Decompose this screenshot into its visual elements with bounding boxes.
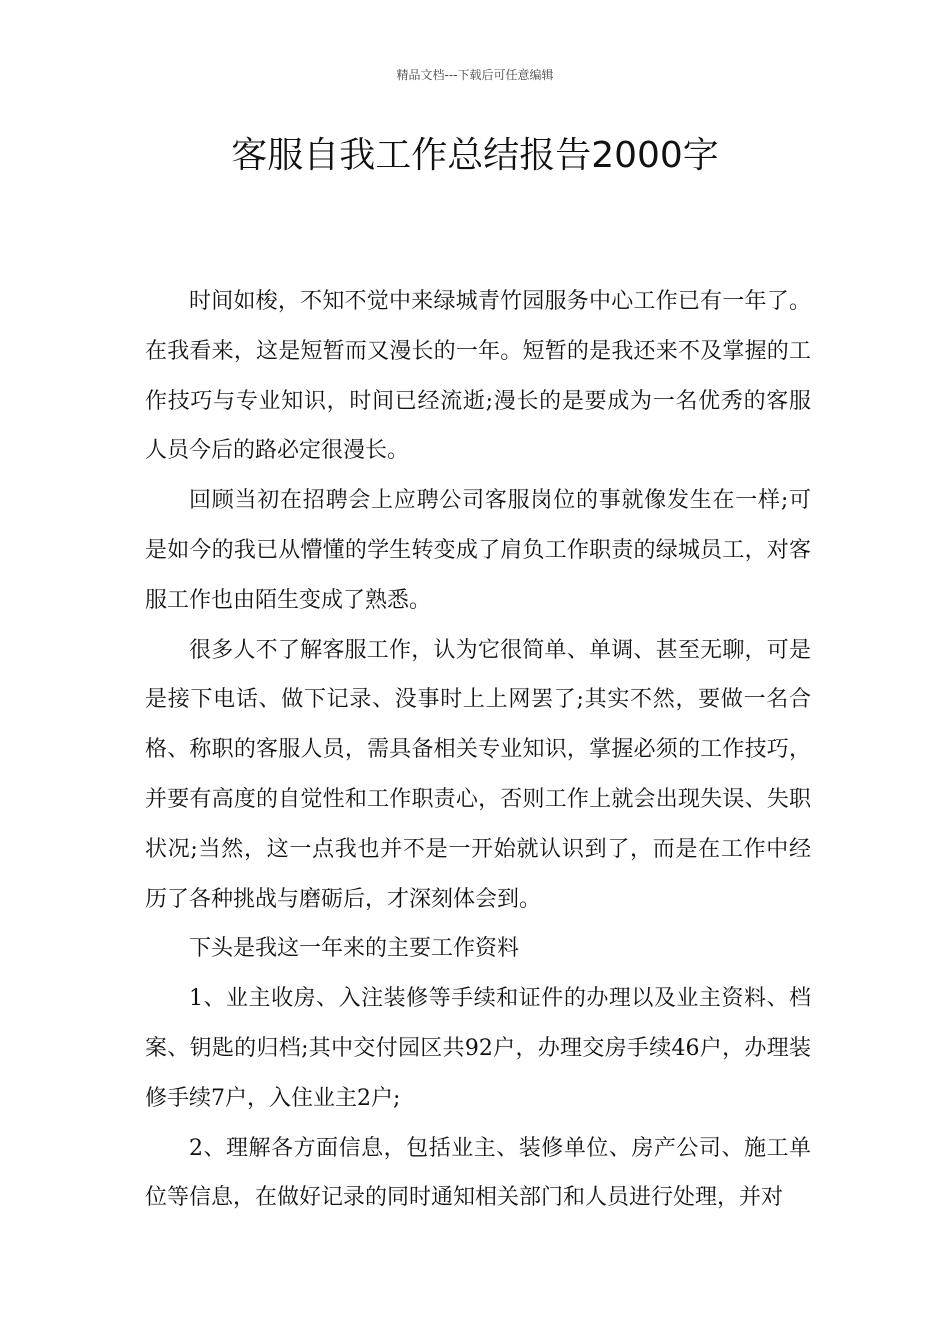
paragraph-item-2: 2、理解各方面信息，包括业主、装修单位、房产公司、施工单位等信息，在做好记录的同时通知相关部门和人员进行处理，并对 — [145, 1135, 811, 1211]
paragraph-understanding: 很多人不了解客服工作，认为它很简单、单调、甚至无聊，可是是接下电话、做下记录、没事时上上网罢了;其实不然，要做一名合格、称职的客服人员，需具备相关专业知识，掌握必须的工作技巧，并要有高度的自觉性和工作职责心，否则工作上就会出现失误、失职状况;当然，这一点我也并不是一开始就认识到了，而是在工作中经历了各种挑战与磨砺后，才深刻体会到。 — [145, 637, 811, 912]
paragraph-work-intro: 下头是我这一年来的主要工作资料 — [189, 936, 520, 962]
document-title: 客服自我工作总结报告2000字 — [231, 135, 719, 176]
header-note: 精品文档---下载后可任意编辑 — [396, 68, 554, 82]
paragraph-intro: 时间如梭，不知不觉中来绿城青竹园服务中心工作已有一年了。在我看来，这是短暂而又漫长的一年。短暂的是我还来不及掌握的工作技巧与专业知识，时间已经流逝;漫长的是要成为一名优秀的客服人员今后的路必定很漫长。 — [145, 289, 811, 464]
document-body — [145, 277, 811, 1223]
paragraph-review: 回顾当初在招聘会上应聘公司客服岗位的事就像发生在一样;可是如今的我已从懵懂的学生转变成了肩负工作职责的绿城员工，对客服工作也由陌生变成了熟悉。 — [145, 488, 811, 613]
paragraph-item-1: 1、业主收房、入注装修等手续和证件的办理以及业主资料、档案、钥匙的归档;其中交付园区共92户，办理交房手续46户，办理装修手续7户，入住业主2户; — [145, 986, 811, 1111]
